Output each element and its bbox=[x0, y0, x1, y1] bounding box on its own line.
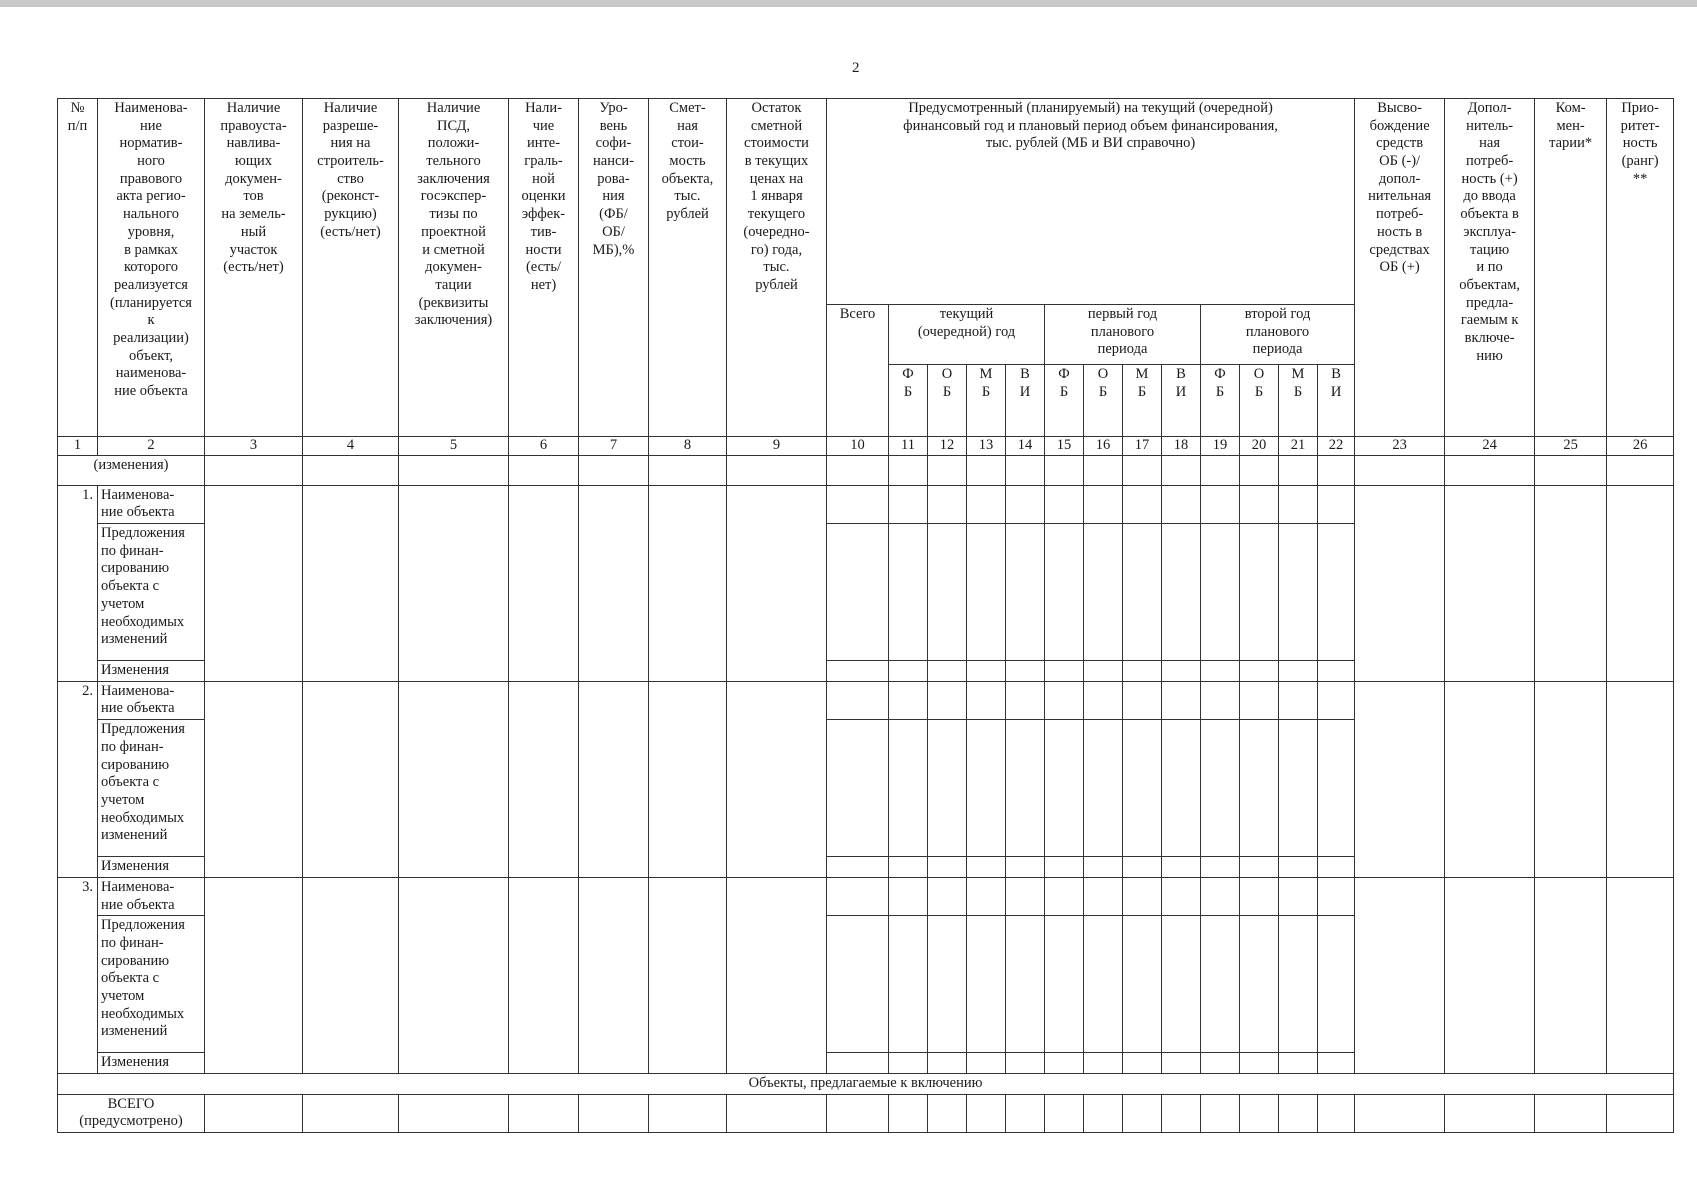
empty-cell bbox=[1084, 485, 1123, 523]
empty-cell bbox=[649, 877, 727, 1073]
empty-cell bbox=[649, 1094, 727, 1132]
empty-cell bbox=[1607, 485, 1674, 681]
empty-cell bbox=[1607, 1094, 1674, 1132]
empty-cell bbox=[928, 877, 967, 915]
col-header-remaining-cost: Остаток сметной стоимости в текущих ценах на 1 января текущего (очередно- го) года, тыс. рублей bbox=[727, 99, 827, 437]
object-name: Наименова- ние объекта bbox=[98, 485, 205, 523]
column-number: 23 bbox=[1355, 437, 1445, 456]
empty-cell bbox=[1535, 1094, 1607, 1132]
empty-cell bbox=[205, 1094, 303, 1132]
empty-cell bbox=[1123, 1053, 1162, 1074]
empty-cell bbox=[727, 1094, 827, 1132]
col-header-land-docs: Наличие правоуста- навлива- ющих докумен- тов на земель- ный участок (есть/нет) bbox=[205, 99, 303, 437]
column-number: 3 bbox=[205, 437, 303, 456]
empty-cell bbox=[727, 877, 827, 1073]
col-header-psd: Наличие ПСД, положи- тельного заключения госэкспер- тизы по проектной и сметной докумен- тации (реквизиты заключения) bbox=[399, 99, 509, 437]
object-changes: Изменения bbox=[98, 857, 205, 878]
col-header-financing: Предусмотренный (планируемый) на текущий (очередной) финансовый год и плановый период объем финансирования, тыс. рублей (МБ и ВИ справочно) bbox=[827, 99, 1355, 305]
empty-cell bbox=[967, 877, 1006, 915]
empty-cell bbox=[1123, 485, 1162, 523]
source-vi: В И bbox=[1006, 365, 1045, 437]
object-name-row bbox=[58, 877, 1674, 915]
empty-cell bbox=[1123, 681, 1162, 719]
object-changes: Изменения bbox=[98, 661, 205, 682]
empty-cell bbox=[1535, 485, 1607, 681]
col-header-first-year: первый год планового периода bbox=[1045, 305, 1201, 365]
column-number: 2 bbox=[98, 437, 205, 456]
empty-cell bbox=[827, 681, 889, 719]
col-header-additional-need: Допол- нитель- ная потреб- ность (+) до ввода объекта в эксплуа- тацию и по объектам, предла- гаемым к включе- нию bbox=[1445, 99, 1535, 437]
empty-cell bbox=[1279, 524, 1318, 661]
empty-cell bbox=[303, 681, 399, 877]
empty-cell bbox=[1123, 1094, 1162, 1132]
empty-cell bbox=[1355, 877, 1445, 1073]
empty-cell bbox=[1045, 877, 1084, 915]
object-name-row bbox=[58, 485, 1674, 523]
empty-cell bbox=[1084, 1053, 1123, 1074]
empty-cell bbox=[827, 877, 889, 915]
source-ob: О Б bbox=[1084, 365, 1123, 437]
empty-cell bbox=[1162, 720, 1201, 857]
empty-cell bbox=[928, 524, 967, 661]
empty-cell bbox=[889, 916, 928, 1053]
empty-cell bbox=[1006, 485, 1045, 523]
empty-cell bbox=[1607, 681, 1674, 877]
empty-cell bbox=[1006, 524, 1045, 661]
empty-cell bbox=[1279, 485, 1318, 523]
empty-cell bbox=[1318, 720, 1355, 857]
empty-cell bbox=[1045, 720, 1084, 857]
empty-cell bbox=[928, 661, 967, 682]
empty-cell bbox=[1279, 857, 1318, 878]
source-mb: М Б bbox=[1279, 365, 1318, 437]
empty-cell bbox=[1006, 1094, 1045, 1132]
empty-cell bbox=[1240, 681, 1279, 719]
empty-cell bbox=[205, 877, 303, 1073]
empty-cell bbox=[889, 661, 928, 682]
column-number: 20 bbox=[1240, 437, 1279, 456]
column-number: 6 bbox=[509, 437, 579, 456]
object-number: 2. bbox=[58, 681, 98, 877]
empty-cell bbox=[1162, 661, 1201, 682]
col-header-release-funds: Высво- бождение средств ОБ (-)/ допол- нительная потреб- ность в средствах ОБ (+) bbox=[1355, 99, 1445, 437]
empty-cell bbox=[1318, 524, 1355, 661]
col-header-total: Всего bbox=[827, 305, 889, 437]
empty-cell bbox=[1240, 485, 1279, 523]
empty-cell bbox=[1240, 661, 1279, 682]
empty-cell bbox=[1201, 661, 1240, 682]
empty-cell bbox=[1318, 877, 1355, 915]
total-row-label: ВСЕГО (предусмотрено) bbox=[58, 1094, 205, 1132]
empty-cell bbox=[889, 857, 928, 878]
empty-cell bbox=[1045, 1053, 1084, 1074]
column-number: 18 bbox=[1162, 437, 1201, 456]
empty-cell bbox=[1006, 681, 1045, 719]
empty-cell bbox=[1318, 485, 1355, 523]
empty-cell bbox=[1201, 877, 1240, 915]
empty-cell bbox=[509, 485, 579, 681]
empty-cell bbox=[827, 524, 889, 661]
empty-cell bbox=[928, 681, 967, 719]
page-number: 2 bbox=[852, 60, 860, 76]
column-number: 17 bbox=[1123, 437, 1162, 456]
empty-cell bbox=[1123, 877, 1162, 915]
empty-cell bbox=[1279, 1094, 1318, 1132]
empty-cell bbox=[399, 1094, 509, 1132]
empty-cell bbox=[1162, 857, 1201, 878]
source-mb: М Б bbox=[1123, 365, 1162, 437]
empty-cell bbox=[1240, 1094, 1279, 1132]
empty-cell bbox=[1045, 524, 1084, 661]
empty-cell bbox=[1084, 720, 1123, 857]
empty-cell bbox=[205, 681, 303, 877]
empty-cell bbox=[1084, 661, 1123, 682]
empty-cell bbox=[889, 720, 928, 857]
column-number: 25 bbox=[1535, 437, 1607, 456]
empty-cell bbox=[1045, 1094, 1084, 1132]
empty-cell bbox=[967, 1094, 1006, 1132]
column-number: 22 bbox=[1318, 437, 1355, 456]
empty-cell bbox=[1355, 485, 1445, 681]
empty-cell bbox=[1535, 681, 1607, 877]
empty-cell bbox=[1006, 720, 1045, 857]
empty-cell bbox=[1123, 661, 1162, 682]
column-number: 9 bbox=[727, 437, 827, 456]
empty-cell bbox=[509, 1094, 579, 1132]
scan-edge bbox=[0, 0, 1697, 7]
col-header-permit: Наличие разреше- ния на строитель- ство (реконст- рукцию) (есть/нет) bbox=[303, 99, 399, 437]
column-numbers-row bbox=[58, 437, 1674, 456]
empty-cell bbox=[1240, 857, 1279, 878]
empty-cell bbox=[649, 485, 727, 681]
col-header-name: Наименова- ние норматив- ного правового акта регио- нального уровня, в рамках которого реализуется (планируется к реализации) объект, наименова- ние объекта bbox=[98, 99, 205, 437]
column-number: 19 bbox=[1201, 437, 1240, 456]
empty-cell bbox=[827, 485, 889, 523]
objects-body bbox=[58, 485, 1674, 1073]
section-row bbox=[58, 1073, 1674, 1094]
empty-cell bbox=[1162, 681, 1201, 719]
empty-cell bbox=[1045, 681, 1084, 719]
column-number: 24 bbox=[1445, 437, 1535, 456]
column-number: 10 bbox=[827, 437, 889, 456]
column-number: 26 bbox=[1607, 437, 1674, 456]
empty-cell bbox=[1201, 524, 1240, 661]
object-name: Наименова- ние объекта bbox=[98, 877, 205, 915]
object-number: 1. bbox=[58, 485, 98, 681]
empty-cell bbox=[649, 681, 727, 877]
empty-cell bbox=[827, 857, 889, 878]
object-proposal: Предложения по финан- сированию объекта с учетом необходимых изменений bbox=[98, 720, 205, 857]
column-number: 13 bbox=[967, 437, 1006, 456]
empty-cell bbox=[1201, 720, 1240, 857]
continuation-text: (изменения) bbox=[58, 455, 205, 485]
empty-cell bbox=[1201, 916, 1240, 1053]
source-fb: Ф Б bbox=[1045, 365, 1084, 437]
empty-cell bbox=[1006, 916, 1045, 1053]
empty-cell bbox=[1279, 661, 1318, 682]
column-number: 21 bbox=[1279, 437, 1318, 456]
col-header-estimated-cost: Смет- ная стои- мость объекта, тыс. рублей bbox=[649, 99, 727, 437]
empty-cell bbox=[1162, 877, 1201, 915]
empty-cell bbox=[1445, 1094, 1535, 1132]
empty-cell bbox=[889, 485, 928, 523]
col-header-comments: Ком- мен- тарии* bbox=[1535, 99, 1607, 437]
empty-cell bbox=[1318, 681, 1355, 719]
total-row bbox=[58, 1094, 1674, 1132]
empty-cell bbox=[1006, 1053, 1045, 1074]
empty-cell bbox=[1162, 485, 1201, 523]
empty-cell bbox=[579, 681, 649, 877]
empty-cell bbox=[579, 485, 649, 681]
empty-cell bbox=[1045, 485, 1084, 523]
empty-cell bbox=[967, 485, 1006, 523]
source-ob: О Б bbox=[928, 365, 967, 437]
source-fb: Ф Б bbox=[1201, 365, 1240, 437]
object-name: Наименова- ние объекта bbox=[98, 681, 205, 719]
empty-cell bbox=[967, 1053, 1006, 1074]
object-proposal: Предложения по финан- сированию объекта с учетом необходимых изменений bbox=[98, 916, 205, 1053]
source-vi: В И bbox=[1318, 365, 1355, 437]
empty-cell bbox=[1084, 1094, 1123, 1132]
empty-cell bbox=[1201, 857, 1240, 878]
empty-cell bbox=[509, 681, 579, 877]
source-mb: М Б bbox=[967, 365, 1006, 437]
empty-cell bbox=[509, 877, 579, 1073]
empty-cell bbox=[827, 1094, 889, 1132]
empty-cell bbox=[928, 1053, 967, 1074]
source-fb: Ф Б bbox=[889, 365, 928, 437]
empty-cell bbox=[1318, 916, 1355, 1053]
empty-cell bbox=[1162, 1053, 1201, 1074]
object-number: 3. bbox=[58, 877, 98, 1073]
column-number: 15 bbox=[1045, 437, 1084, 456]
empty-cell bbox=[967, 524, 1006, 661]
empty-cell bbox=[1123, 720, 1162, 857]
empty-cell bbox=[1006, 877, 1045, 915]
empty-cell bbox=[1240, 720, 1279, 857]
column-number: 4 bbox=[303, 437, 399, 456]
empty-cell bbox=[889, 1053, 928, 1074]
empty-cell bbox=[205, 485, 303, 681]
empty-cell bbox=[1045, 857, 1084, 878]
empty-cell bbox=[727, 681, 827, 877]
empty-cell bbox=[1318, 1094, 1355, 1132]
empty-cell bbox=[1201, 681, 1240, 719]
empty-cell bbox=[1045, 916, 1084, 1053]
empty-cell bbox=[889, 877, 928, 915]
empty-cell bbox=[1240, 1053, 1279, 1074]
empty-cell bbox=[1445, 877, 1535, 1073]
empty-cell bbox=[1240, 916, 1279, 1053]
col-header-second-year: второй год планового периода bbox=[1201, 305, 1355, 365]
empty-cell bbox=[928, 857, 967, 878]
empty-cell bbox=[399, 485, 509, 681]
column-number: 8 bbox=[649, 437, 727, 456]
empty-cell bbox=[1006, 857, 1045, 878]
object-name-row bbox=[58, 681, 1674, 719]
col-header-current-year: текущий (очередной) год bbox=[889, 305, 1045, 365]
empty-cell bbox=[1355, 681, 1445, 877]
empty-cell bbox=[1279, 916, 1318, 1053]
empty-cell bbox=[928, 720, 967, 857]
empty-cell bbox=[967, 916, 1006, 1053]
section-title: Объекты, предлагаемые к включению bbox=[58, 1073, 1674, 1094]
empty-cell bbox=[1279, 1053, 1318, 1074]
empty-cell bbox=[827, 661, 889, 682]
empty-cell bbox=[827, 1053, 889, 1074]
empty-cell bbox=[1084, 877, 1123, 915]
empty-cell bbox=[727, 485, 827, 681]
object-changes: Изменения bbox=[98, 1053, 205, 1074]
empty-cell bbox=[1201, 485, 1240, 523]
col-header-efficiency: Нали- чие инте- граль- ной оценки эффек- тив- ности (есть/ нет) bbox=[509, 99, 579, 437]
column-number: 1 bbox=[58, 437, 98, 456]
column-number: 5 bbox=[399, 437, 509, 456]
empty-cell bbox=[1123, 857, 1162, 878]
empty-cell bbox=[967, 857, 1006, 878]
empty-cell bbox=[303, 877, 399, 1073]
empty-cell bbox=[928, 916, 967, 1053]
empty-cell bbox=[1240, 524, 1279, 661]
empty-cell bbox=[967, 661, 1006, 682]
empty-cell bbox=[1318, 1053, 1355, 1074]
empty-cell bbox=[1535, 877, 1607, 1073]
empty-cell bbox=[928, 485, 967, 523]
empty-cell bbox=[889, 524, 928, 661]
empty-cell bbox=[1318, 857, 1355, 878]
col-header-number: № п/п bbox=[58, 99, 98, 437]
empty-cell bbox=[1279, 681, 1318, 719]
column-number: 16 bbox=[1084, 437, 1123, 456]
empty-cell bbox=[889, 1094, 928, 1132]
empty-cell bbox=[1123, 524, 1162, 661]
col-header-priority: Прио- ритет- ность (ранг) ** bbox=[1607, 99, 1674, 437]
empty-cell bbox=[1355, 1094, 1445, 1132]
empty-cell bbox=[1084, 916, 1123, 1053]
object-proposal: Предложения по финан- сированию объекта с учетом необходимых изменений bbox=[98, 524, 205, 661]
empty-cell bbox=[889, 681, 928, 719]
column-number: 12 bbox=[928, 437, 967, 456]
empty-cell bbox=[1607, 877, 1674, 1073]
col-header-cofinancing: Уро- вень софи- нанси- рова- ния (ФБ/ ОБ/ МБ),% bbox=[579, 99, 649, 437]
empty-cell bbox=[1201, 1053, 1240, 1074]
empty-cell bbox=[1279, 877, 1318, 915]
empty-cell bbox=[399, 877, 509, 1073]
empty-cell bbox=[1084, 681, 1123, 719]
empty-cell bbox=[579, 1094, 649, 1132]
empty-cell bbox=[1240, 877, 1279, 915]
empty-cell bbox=[1084, 524, 1123, 661]
column-number: 11 bbox=[889, 437, 928, 456]
empty-cell bbox=[967, 681, 1006, 719]
empty-cell bbox=[967, 720, 1006, 857]
empty-cell bbox=[1162, 524, 1201, 661]
empty-cell bbox=[1162, 1094, 1201, 1132]
empty-cell bbox=[399, 681, 509, 877]
column-number: 7 bbox=[579, 437, 649, 456]
empty-cell bbox=[1445, 485, 1535, 681]
continuation-row bbox=[58, 455, 1674, 485]
empty-cell bbox=[1279, 720, 1318, 857]
empty-cell bbox=[1318, 661, 1355, 682]
empty-cell bbox=[303, 1094, 399, 1132]
empty-cell bbox=[827, 720, 889, 857]
empty-cell bbox=[1084, 857, 1123, 878]
empty-cell bbox=[579, 877, 649, 1073]
empty-cell bbox=[303, 485, 399, 681]
empty-cell bbox=[928, 1094, 967, 1132]
financing-form-table bbox=[57, 98, 1674, 1133]
empty-cell bbox=[1006, 661, 1045, 682]
empty-cell bbox=[1123, 916, 1162, 1053]
empty-cell bbox=[827, 916, 889, 1053]
source-ob: О Б bbox=[1240, 365, 1279, 437]
empty-cell bbox=[1045, 661, 1084, 682]
empty-cell bbox=[1201, 1094, 1240, 1132]
empty-cell bbox=[1162, 916, 1201, 1053]
source-vi: В И bbox=[1162, 365, 1201, 437]
header-row-1 bbox=[58, 99, 1674, 305]
column-number: 14 bbox=[1006, 437, 1045, 456]
empty-cell bbox=[1445, 681, 1535, 877]
